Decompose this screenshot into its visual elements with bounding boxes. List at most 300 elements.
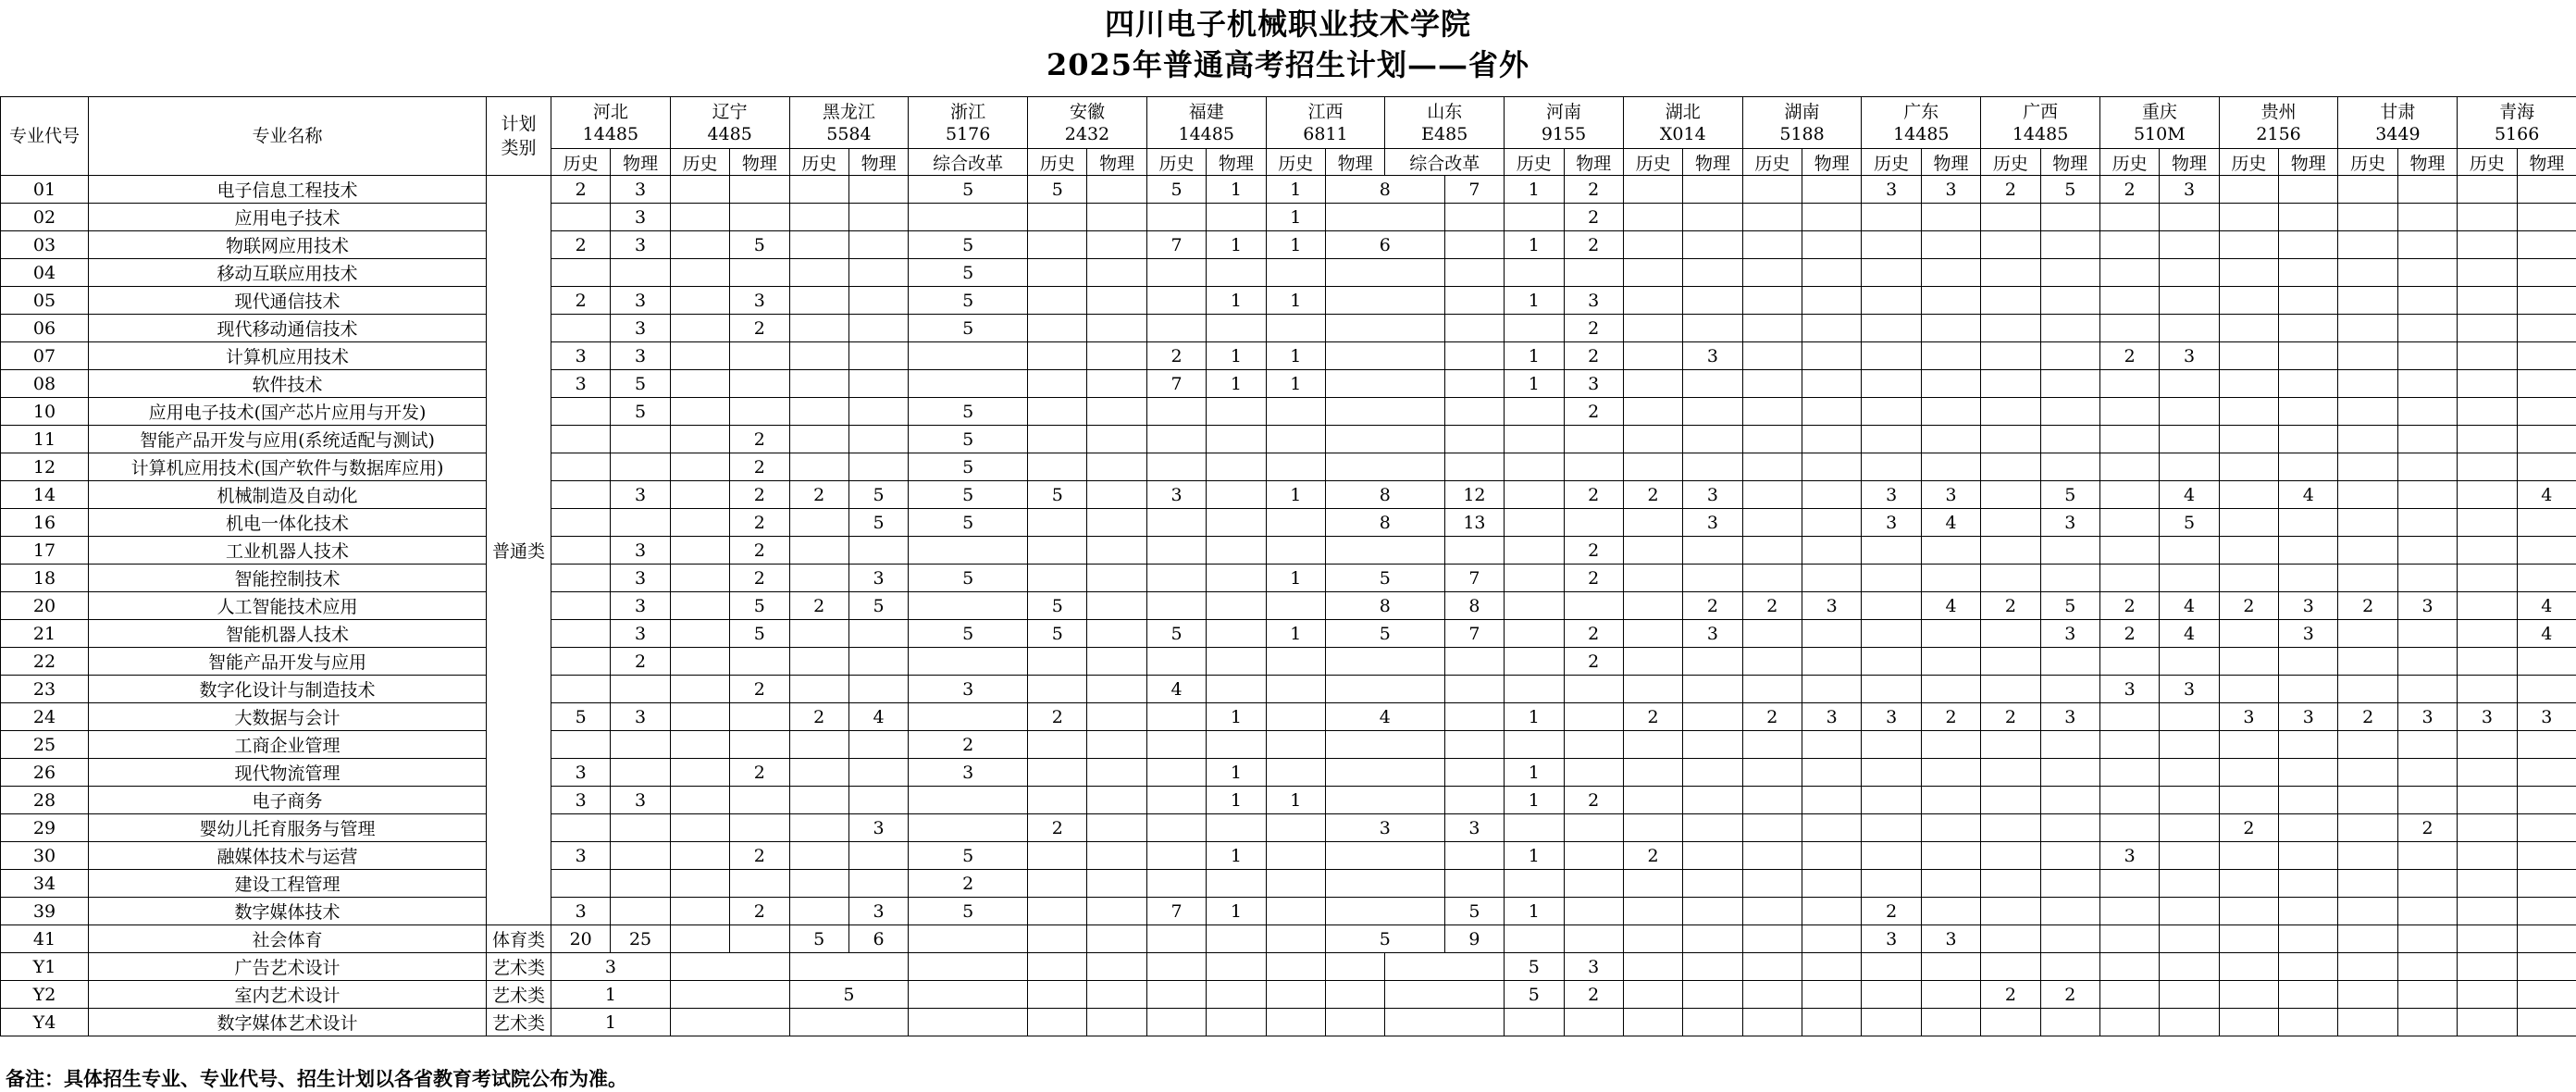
subject-header: 历史 [2338,149,2397,176]
plan-cell [789,370,848,398]
plan-cell [848,315,908,342]
province-header [2338,97,2458,149]
plan-cell [1505,509,1564,537]
major-name: 融媒体技术与运营 [89,842,487,870]
major-code: 39 [1,898,89,925]
plan-cell [2040,814,2099,842]
plan-cell: 3 [2099,842,2159,870]
plan-cell [1683,231,1742,259]
plan-cell [789,231,848,259]
plan-cell [848,259,908,287]
major-name: 现代移动通信技术 [89,315,487,342]
plan-cell [1981,814,2040,842]
plan-cell [2517,648,2576,676]
plan-cell: 3 [2160,342,2219,370]
plan-cell [2458,592,2517,620]
plan-cell [2279,787,2338,814]
plan-cell [1802,398,1862,426]
plan-cell [2458,259,2517,287]
plan-cell: 2 [551,176,611,204]
plan-cell [2517,426,2576,453]
plan-cell: 2 [1028,814,1087,842]
plan-cell [2219,620,2278,648]
plan-cell [2397,315,2457,342]
table-row [1,370,2576,398]
plan-cell [2338,981,2397,1009]
plan-cell [1921,1009,1980,1036]
plan-cell: 2 [789,703,848,731]
plan-cell [551,509,611,537]
plan-cell [2338,565,2397,592]
plan-cell [2338,342,2397,370]
plan-cell [1266,981,1325,1009]
plan-cell [1266,676,1325,703]
plan-cell [1742,481,1802,509]
plan-cell [848,204,908,231]
plan-cell [1683,204,1742,231]
plan-cell [1921,342,1980,370]
plan-cell [1981,925,2040,953]
plan-cell [670,953,789,981]
subject-header: 历史 [2219,149,2278,176]
plan-cell [789,315,848,342]
subject-header: 物理 [2279,149,2338,176]
plan-cell [611,814,670,842]
plan-cell [1505,870,1564,898]
subject-header: 物理 [2160,149,2219,176]
plan-cell [1146,981,1206,1009]
province-name: 重庆 [2100,101,2219,123]
plan-cell [2397,870,2457,898]
plan-cell: 2 [1623,481,1682,509]
plan-cell [1683,537,1742,565]
table-row [1,176,2576,204]
plan-cell [789,870,848,898]
plan-cell [2338,759,2397,787]
plan-cell [1505,925,1564,953]
plan-cell [2338,648,2397,676]
major-name: 智能控制技术 [89,565,487,592]
plan-cell [1981,259,2040,287]
plan-cell [2517,453,2576,481]
plan-cell [1742,925,1802,953]
plan-cell [1862,231,1921,259]
major-code: 29 [1,814,89,842]
plan-cell [670,370,729,398]
plan-cell [909,953,1028,981]
subject-header: 历史 [1862,149,1921,176]
plan-cell [1207,204,1266,231]
plan-cell [2458,759,2517,787]
major-code: Y4 [1,1009,89,1036]
plan-cell: 3 [611,620,670,648]
plan-cell [1087,787,1146,814]
plan-cell: 5 [730,592,789,620]
plan-cell [611,509,670,537]
plan-cell [2160,898,2219,925]
province-name: 贵州 [2220,101,2338,123]
plan-cell [1623,231,1682,259]
plan-cell [2397,925,2457,953]
plan-cell [2338,231,2397,259]
province-code: 14485 [1862,123,1980,145]
plan-cell [730,204,789,231]
plan-cell [2160,398,2219,426]
province-header [1505,97,1624,149]
plan-cell [1802,759,1862,787]
plan-cell: 8 [1325,509,1444,537]
plan-cell [551,537,611,565]
plan-cell [2219,898,2278,925]
plan-cell [2219,453,2278,481]
plan-cell [1207,565,1266,592]
major-code: 26 [1,759,89,787]
plan-cell [2397,842,2457,870]
plan-cell [1087,565,1146,592]
plan-cell [1444,342,1504,370]
plan-cell [2219,287,2278,315]
plan-cell [2219,426,2278,453]
plan-cell [1683,703,1742,731]
plan-cell [1802,176,1862,204]
plan-cell: 2 [730,759,789,787]
plan-cell [551,676,611,703]
plan-cell [1683,787,1742,814]
plan-cell [2040,426,2099,453]
plan-cell [2099,398,2159,426]
plan-cell: 2 [2219,814,2278,842]
plan-cell [670,842,729,870]
plan-cell [2160,731,2219,759]
plan-category: 普通类 [487,176,551,925]
plan-cell [1981,370,2040,398]
plan-cell: 3 [551,342,611,370]
plan-cell [1028,287,1087,315]
plan-cell [1266,731,1325,759]
plan-cell [789,731,848,759]
plan-cell [1325,537,1444,565]
major-code: 30 [1,842,89,870]
plan-cell [848,287,908,315]
plan-cell [2338,1009,2397,1036]
plan-cell [789,676,848,703]
plan-cell [1623,870,1682,898]
plan-cell [1802,648,1862,676]
plan-cell: 3 [1921,481,1980,509]
plan-cell [2279,565,2338,592]
subject-header: 历史 [1623,149,1682,176]
plan-cell [1325,953,1384,981]
plan-cell [2160,315,2219,342]
plan-cell: 7 [1444,176,1504,204]
plan-cell [2160,426,2219,453]
plan-cell [789,648,848,676]
plan-cell: 1 [1505,231,1564,259]
plan-cell [1564,453,1623,481]
plan-cell [670,342,729,370]
plan-cell: 3 [2279,703,2338,731]
plan-cell [2040,398,2099,426]
plan-cell: 3 [611,537,670,565]
plan-cell: 2 [730,509,789,537]
plan-cell [1921,759,1980,787]
plan-cell [1087,287,1146,315]
plan-cell [1742,814,1802,842]
subject-header: 物理 [1087,149,1146,176]
plan-cell [1564,259,1623,287]
plan-cell [1087,759,1146,787]
major-code: 22 [1,648,89,676]
plan-cell [1087,842,1146,870]
plan-cell [2160,370,2219,398]
plan-cell [2338,953,2397,981]
plan-cell: 5 [551,703,611,731]
plan-cell [2397,787,2457,814]
plan-cell: 5 [1505,981,1564,1009]
plan-cell [1087,537,1146,565]
province-header [2458,97,2576,149]
plan-cell: 3 [2160,676,2219,703]
plan-cell [1146,315,1206,342]
plan-cell [1146,731,1206,759]
plan-cell [1325,870,1444,898]
major-name: 数字化设计与制造技术 [89,676,487,703]
plan-cell [2160,453,2219,481]
plan-cell [1623,953,1682,981]
plan-cell [1087,204,1146,231]
plan-cell [2160,648,2219,676]
plan-cell [1146,426,1206,453]
plan-cell [1146,787,1206,814]
plan-cell [670,509,729,537]
plan-cell [1028,676,1087,703]
plan-cell [848,398,908,426]
table-row [1,676,2576,703]
plan-cell [730,398,789,426]
plan-cell: 3 [2040,509,2099,537]
plan-cell [2458,509,2517,537]
plan-cell [1623,342,1682,370]
plan-cell [670,620,729,648]
plan-cell [1683,842,1742,870]
major-code: 28 [1,787,89,814]
plan-cell [1325,315,1444,342]
plan-cell: 2 [730,676,789,703]
province-name: 安徽 [1028,101,1146,123]
plan-cell [670,537,729,565]
plan-cell: 3 [2397,703,2457,731]
plan-cell [2160,981,2219,1009]
plan-cell [909,787,1028,814]
plan-cell [2458,814,2517,842]
plan-cell: 1 [1207,176,1266,204]
plan-cell [1921,787,1980,814]
plan-cell [789,287,848,315]
plan-cell: 2 [1564,565,1623,592]
plan-cell [1802,287,1862,315]
plan-cell [2517,1009,2576,1036]
table-row [1,315,2576,342]
plan-cell [670,759,729,787]
plan-cell [789,176,848,204]
plan-cell: 3 [1921,925,1980,953]
plan-cell: 3 [1564,287,1623,315]
plan-cell [2458,620,2517,648]
plan-cell [2517,898,2576,925]
plan-cell: 3 [909,676,1028,703]
plan-cell [1921,870,1980,898]
plan-cell: 3 [1862,509,1921,537]
plan-cell [1802,259,1862,287]
plan-cell: 1 [1505,176,1564,204]
plan-cell [2219,204,2278,231]
plan-cell: 25 [611,925,670,953]
plan-cell: 3 [611,204,670,231]
plan-cell [2099,259,2159,287]
major-code: 24 [1,703,89,731]
plan-cell [2099,981,2159,1009]
plan-cell [1325,259,1444,287]
plan-cell: 2 [909,870,1028,898]
plan-cell [2099,787,2159,814]
plan-cell [2099,287,2159,315]
subject-header: 物理 [2397,149,2457,176]
plan-cell: 2 [1862,898,1921,925]
plan-cell [1981,315,2040,342]
plan-cell [2160,204,2219,231]
province-name: 山东 [1385,101,1504,123]
plan-cell: 3 [611,287,670,315]
plan-cell [1325,398,1444,426]
plan-cell [1742,398,1802,426]
plan-cell [1028,231,1087,259]
plan-cell [2040,676,2099,703]
plan-cell [1862,426,1921,453]
province-header [1862,97,1981,149]
subject-header: 综合改革 [909,149,1028,176]
plan-cell: 2 [1564,648,1623,676]
plan-cell [2040,453,2099,481]
plan-cell [2338,370,2397,398]
plan-cell: 3 [848,898,908,925]
province-code: 5166 [2458,123,2576,145]
plan-cell [1742,537,1802,565]
plan-cell: 5 [1325,565,1444,592]
plan-cell [2160,287,2219,315]
plan-cell [1207,870,1266,898]
plan-cell: 3 [2279,592,2338,620]
plan-cell [1207,592,1266,620]
plan-cell [1802,315,1862,342]
plan-cell [1742,565,1802,592]
plan-cell: 9 [1444,925,1504,953]
plan-cell [1623,787,1682,814]
province-name: 青海 [2458,101,2576,123]
plan-cell [2219,176,2278,204]
major-name: 计算机应用技术 [89,342,487,370]
plan-cell [789,787,848,814]
plan-cell: 3 [1564,370,1623,398]
plan-cell [789,759,848,787]
plan-cell [2099,731,2159,759]
plan-cell [1742,315,1802,342]
plan-cell [1087,1009,1146,1036]
plan-cell [730,176,789,204]
header-code: 专业代号 [1,97,89,176]
plan-cell [1742,259,1802,287]
plan-cell [2040,898,2099,925]
plan-cell: 2 [551,231,611,259]
subject-header: 物理 [2040,149,2099,176]
province-name: 福建 [1147,101,1266,123]
plan-cell [1623,981,1682,1009]
plan-cell [2219,842,2278,870]
plan-cell [1921,398,1980,426]
plan-cell [670,426,729,453]
province-header [1028,97,1147,149]
plan-cell [2458,287,2517,315]
plan-cell [909,981,1028,1009]
plan-cell [1802,453,1862,481]
plan-cell [1087,509,1146,537]
plan-cell [2517,565,2576,592]
plan-cell [2517,537,2576,565]
plan-cell [1683,898,1742,925]
plan-cell [2099,1009,2159,1036]
plan-cell [1505,565,1564,592]
plan-cell [2458,426,2517,453]
plan-cell [1028,509,1087,537]
plan-cell [1981,398,2040,426]
plan-cell [1862,814,1921,842]
plan-cell: 2 [2099,620,2159,648]
plan-cell: 2 [730,898,789,925]
plan-cell [1921,537,1980,565]
plan-cell: 4 [1325,703,1444,731]
plan-cell [2458,398,2517,426]
plan-cell [1683,426,1742,453]
plan-cell [1921,453,1980,481]
plan-cell [1742,342,1802,370]
plan-cell [1207,953,1266,981]
plan-cell [1266,953,1325,981]
plan-cell [1207,676,1266,703]
plan-cell [1742,370,1802,398]
plan-cell [1862,620,1921,648]
plan-cell [1087,925,1146,953]
plan-cell [730,342,789,370]
plan-cell [730,814,789,842]
major-code: Y2 [1,981,89,1009]
plan-cell [2338,537,2397,565]
subject-header: 物理 [1802,149,1862,176]
plan-cell: 3 [611,592,670,620]
plan-cell: 3 [2099,676,2159,703]
plan-cell [1862,259,1921,287]
plan-category: 体育类 [487,925,551,953]
table-row [1,426,2576,453]
major-name: 工商企业管理 [89,731,487,759]
plan-cell [2338,481,2397,509]
plan-cell: 3 [848,565,908,592]
plan-cell: 3 [611,176,670,204]
plan-cell [2160,1009,2219,1036]
plan-cell [2219,981,2278,1009]
plan-cell: 5 [1146,176,1206,204]
plan-cell [1862,537,1921,565]
plan-cell [1564,731,1623,759]
plan-cell [1862,592,1921,620]
